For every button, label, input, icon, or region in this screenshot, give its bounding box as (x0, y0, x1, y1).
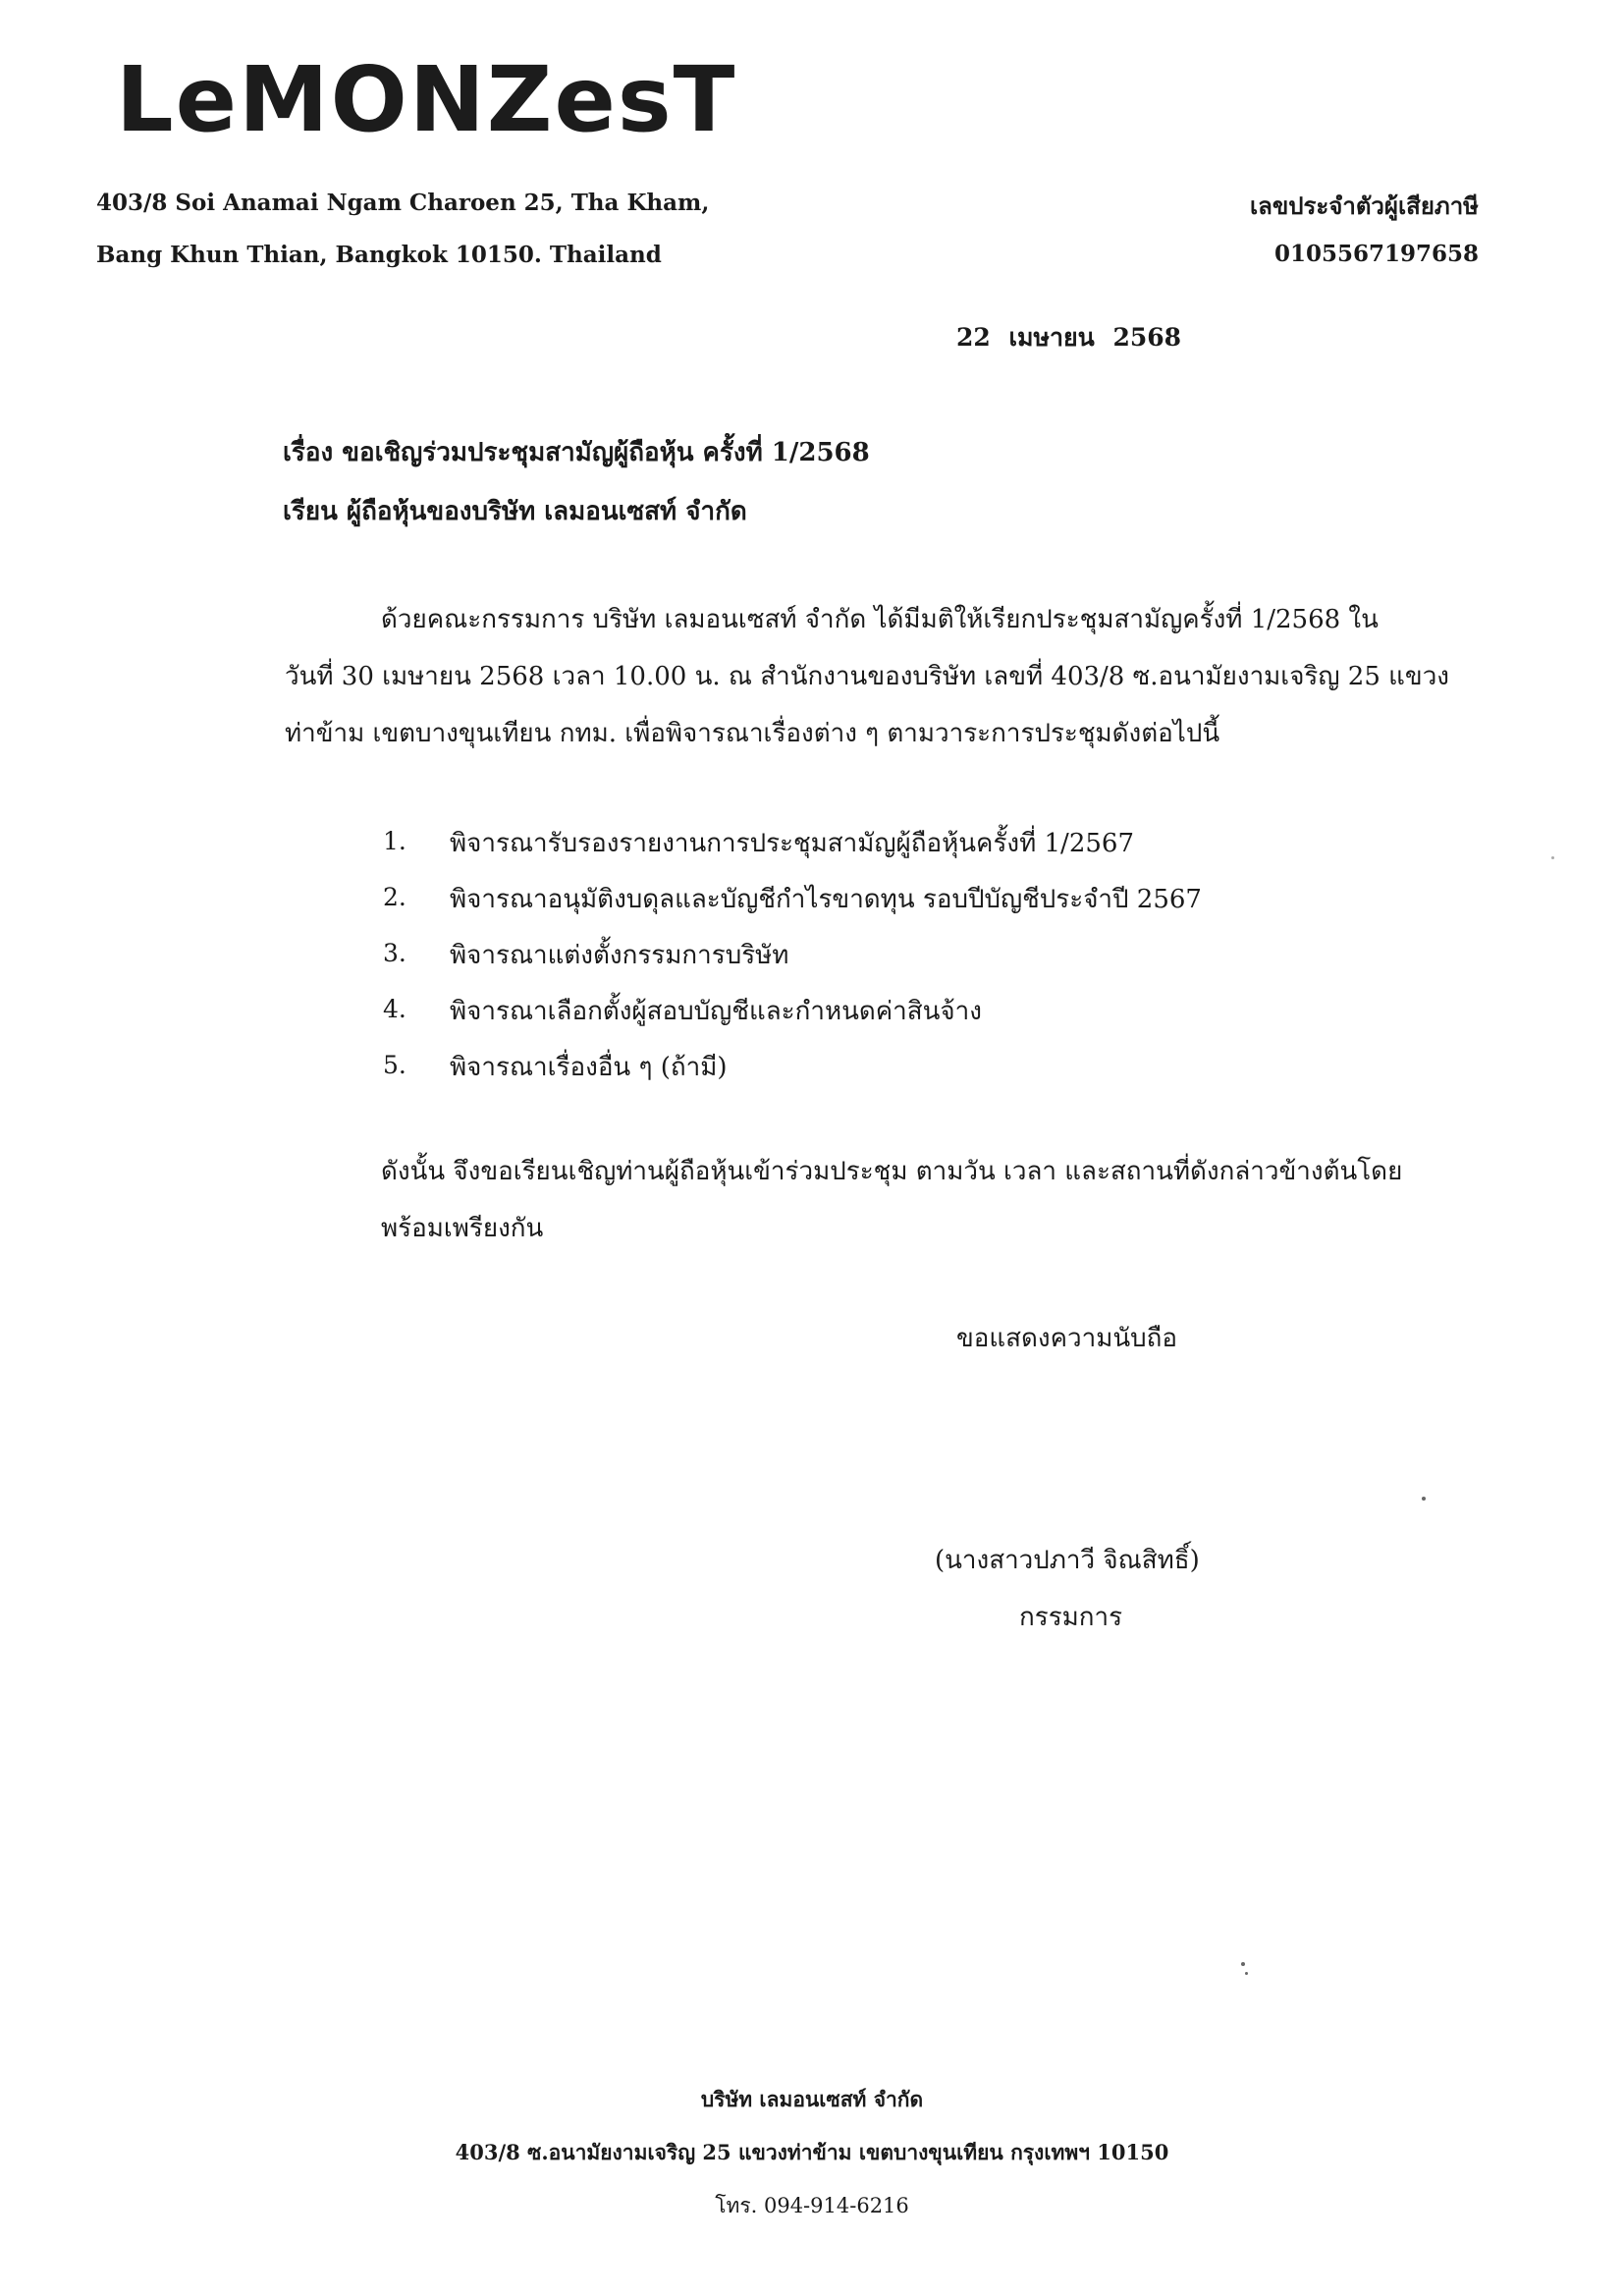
agenda-number: 3. (383, 939, 406, 967)
footer-address: 403/8 ซ.อนามัยงามเจริญ 25 แขวงท่าข้าม เขตบางขุนเทียน กรุงเทพฯ 10150 (455, 2140, 1169, 2164)
address-line-1: 403/8 Soi Anamai Ngam Charoen 25, Tha Kham, (96, 190, 710, 216)
tax-id-number: 0105567197658 (1273, 241, 1479, 267)
footer-phone: โทร. 094-914-6216 (715, 2194, 909, 2217)
agenda-text: พิจารณาเรื่องอื่น ๆ (ถ้ามี) (450, 1053, 728, 1082)
conclusion-line-2: พร้อมเพรียงกัน (381, 1214, 544, 1243)
letter-recipient: เรียน ผู้ถือหุ้นของบริษัท เลมอนเซสท์ จำกัด (283, 497, 747, 526)
signatory-title: กรรมการ (1019, 1603, 1123, 1632)
body-line-2: วันที่ 30 เมษายน 2568 เวลา 10.00 น. ณ สำนักงานของบริษัท เลขที่ 403/8 ซ.อนามัยงามเจริญ 25 แขวง (285, 662, 1449, 691)
agenda-text: พิจารณาเลือกตั้งผู้สอบบัญชีและกำหนดค่าสินจ้าง (450, 997, 982, 1026)
closing-salutation: ขอแสดงความนับถือ (956, 1324, 1177, 1353)
scan-speck (1245, 1972, 1248, 1975)
letter-subject: เรื่อง ขอเชิญร่วมประชุมสามัญผู้ถือหุ้น ครั้งที่ 1/2568 (283, 438, 870, 467)
agenda-number: 2. (383, 883, 406, 911)
scan-speck (1422, 1497, 1426, 1501)
letter-date: 22 เมษายน 2568 (956, 323, 1182, 352)
address-line-2: Bang Khun Thian, Bangkok 10150. Thailand (96, 242, 662, 268)
conclusion-line-1: ดังนั้น จึงขอเรียนเชิญท่านผู้ถือหุ้นเข้าร่วมประชุม ตามวัน เวลา และสถานที่ดังกล่าวข้างต้นโดย (381, 1157, 1403, 1186)
signatory-name: (นางสาวปภาวี จิณสิทธิ์) (935, 1546, 1200, 1575)
body-line-1: ด้วยคณะกรรมการ บริษัท เลมอนเซสท์ จำกัด ได้มีมติให้เรียกประชุมสามัญครั้งที่ 1/2568 ใน (381, 605, 1379, 634)
agenda-number: 4. (383, 995, 406, 1023)
agenda-text: พิจารณารับรองรายงานการประชุมสามัญผู้ถือหุ้นครั้งที่ 1/2567 (450, 829, 1134, 858)
agenda-text: พิจารณาอนุมัติงบดุลและบัญชีกำไรขาดทุน รอบปีบัญชีประจำปี 2567 (450, 885, 1202, 914)
footer-company: บริษัท เลมอนเซสท์ จำกัด (700, 2087, 924, 2111)
agenda-number: 1. (383, 827, 406, 855)
body-line-3: ท่าข้าม เขตบางขุนเทียน กทม. เพื่อพิจารณาเรื่องต่าง ๆ ตามวาระการประชุมดังต่อไปนี้ (285, 719, 1220, 748)
tax-id-label: เลขประจำตัวผู้เสียภาษี (1249, 191, 1479, 220)
scan-speck (1551, 856, 1554, 859)
scan-speck (1241, 1962, 1245, 1966)
company-logo: LeMONZesT (116, 47, 737, 152)
agenda-text: พิจารณาแต่งตั้งกรรมการบริษัท (450, 941, 789, 970)
agenda-number: 5. (383, 1051, 406, 1079)
